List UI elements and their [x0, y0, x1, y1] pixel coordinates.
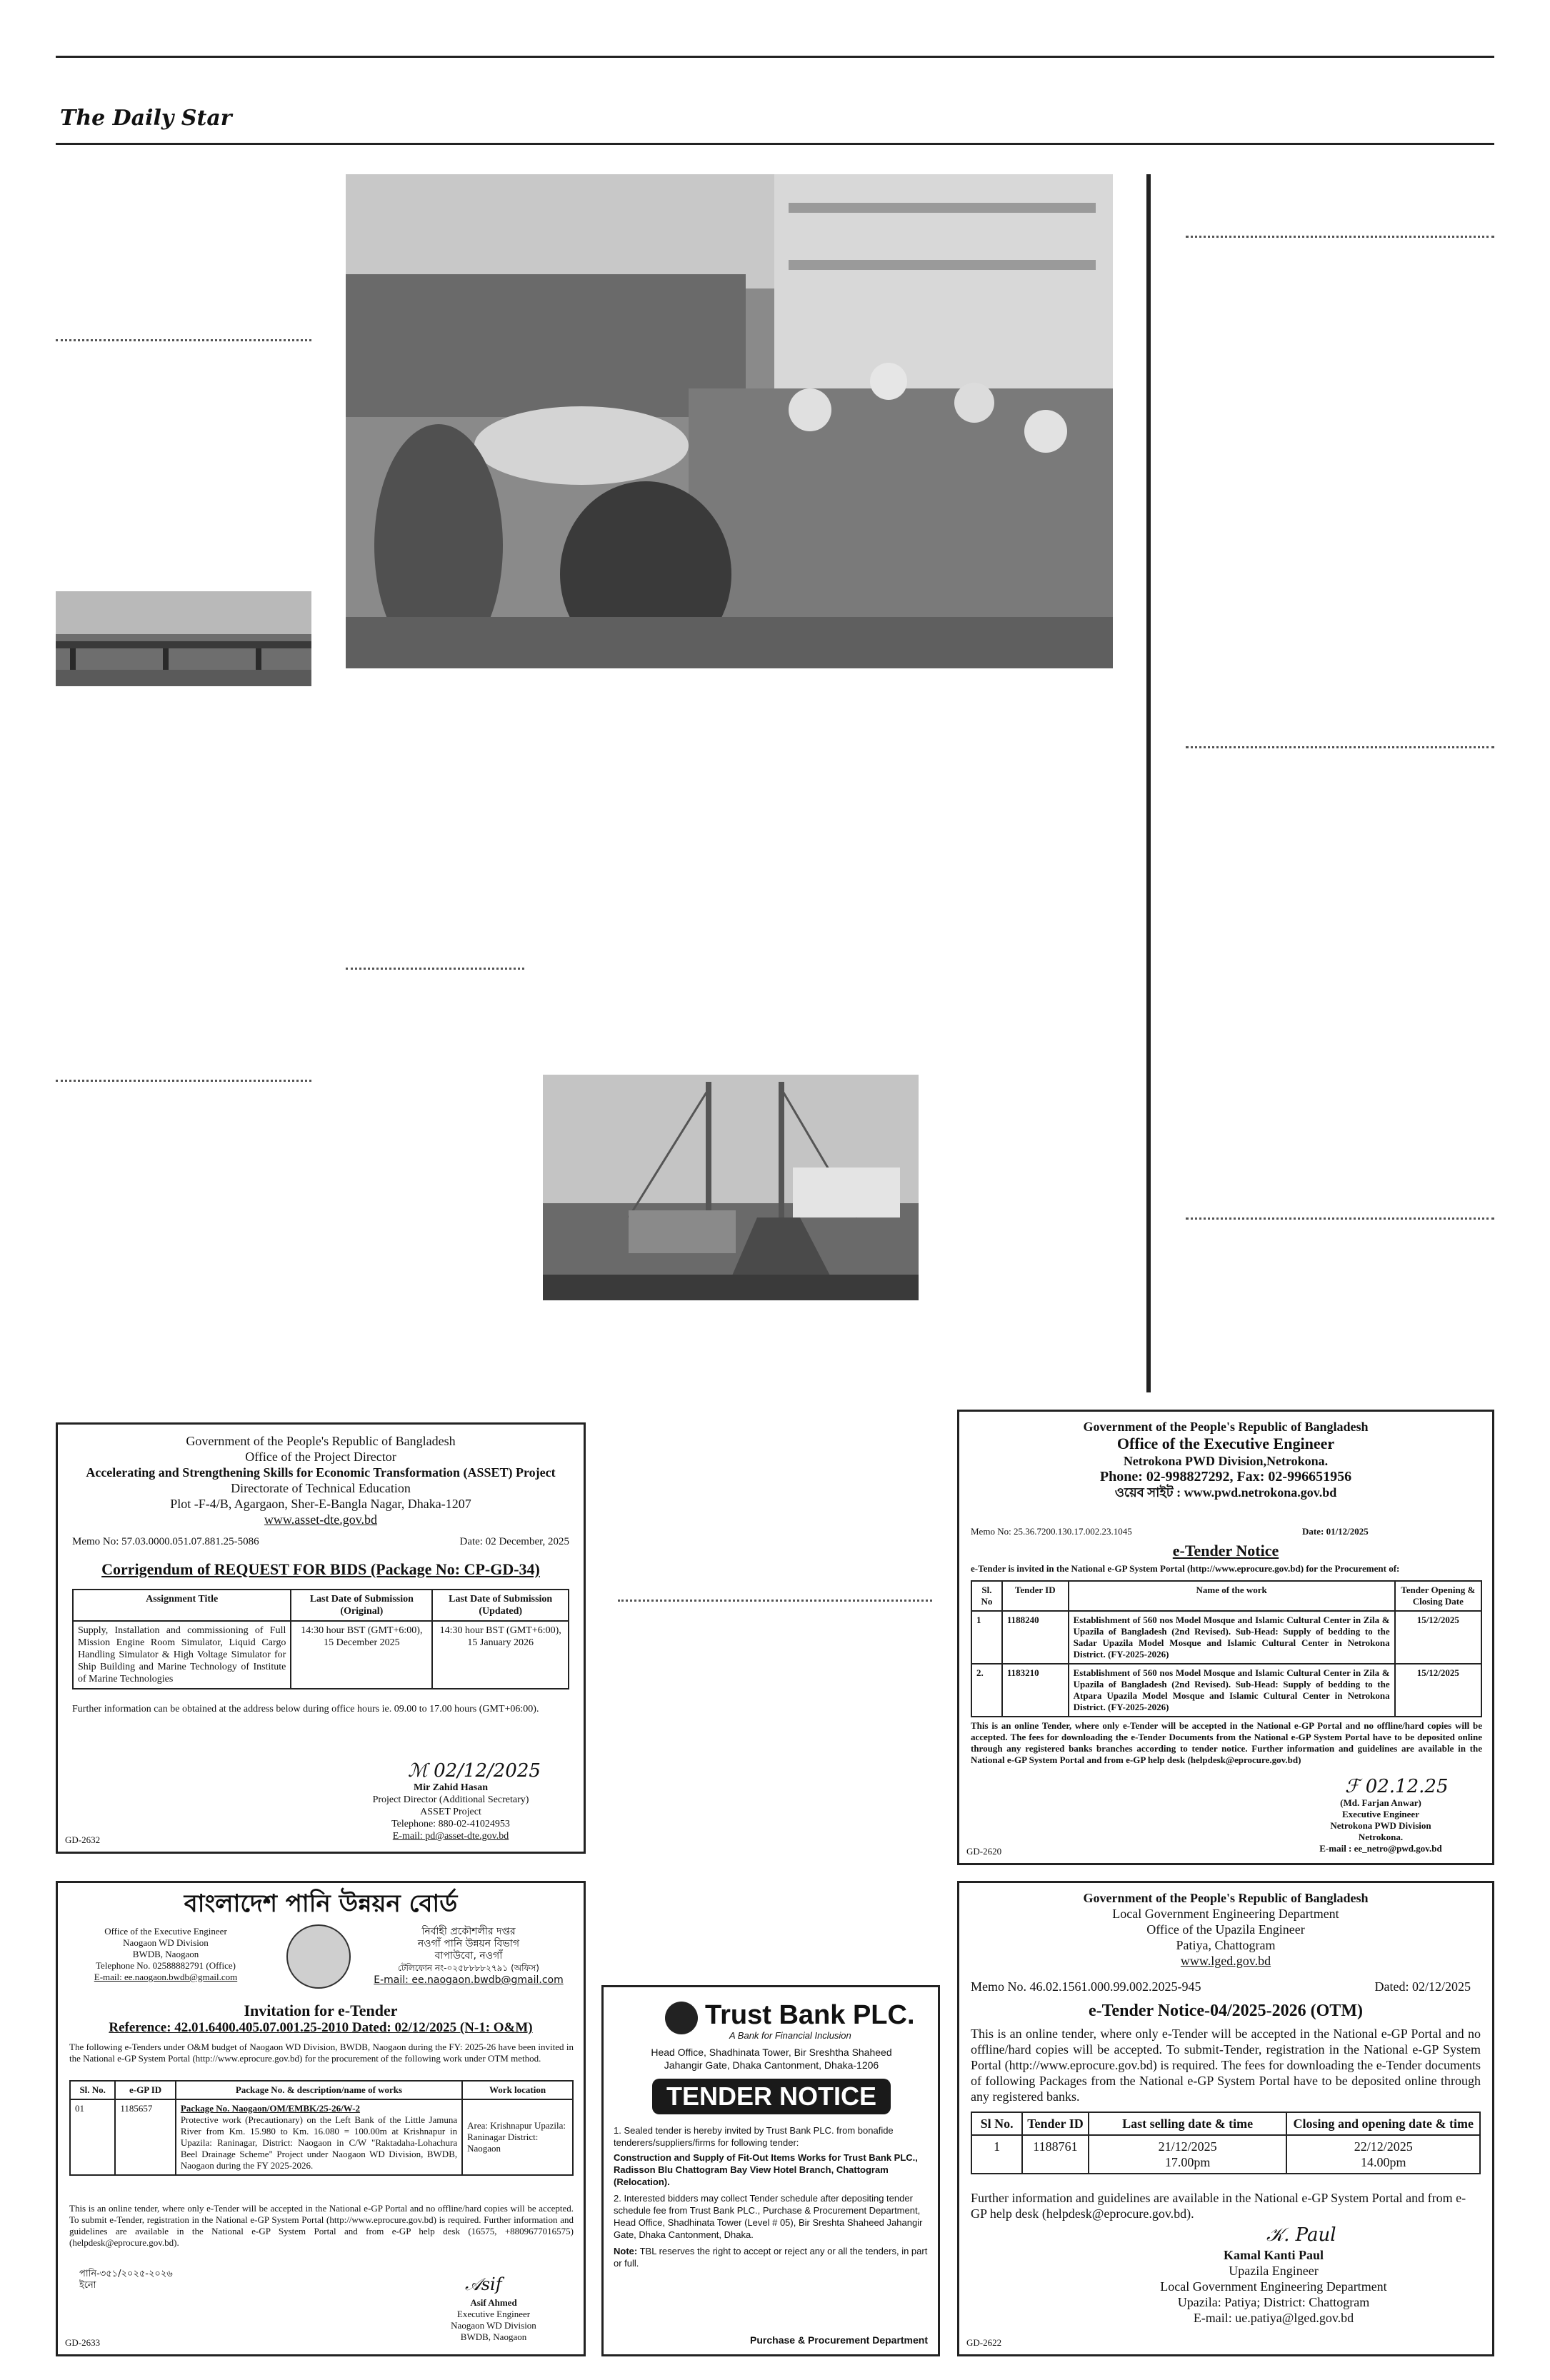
separator-right-2 — [1186, 746, 1494, 748]
lged-sign-line-2: Local Government Engineering Department — [1160, 2279, 1387, 2294]
asset-header-1: Government of the People's Republic of Bangladesh — [186, 1434, 456, 1448]
asset-code: GD-2632 — [65, 1834, 101, 1845]
trust-bank-ad — [601, 1985, 940, 2356]
lged-email[interactable]: E-mail: ue.patiya@lged.gov.bd — [1193, 2311, 1354, 2325]
asset-sign-line-1: Project Director (Additional Secretary) — [372, 1794, 529, 1805]
lged-r-close-date: 22/12/2025 — [1354, 2139, 1413, 2154]
lged-title: e-Tender Notice-04/2025-2026 (OTM) — [1089, 2002, 1363, 2020]
pwd-email[interactable]: E-mail : ee_netro@pwd.gov.bd — [1319, 1843, 1442, 1854]
bwdb-naogaon-ad — [56, 1881, 586, 2356]
asset-signature: ℳ 02/12/2025 — [408, 1760, 541, 1782]
asset-cell-title: Supply, Installation and commissioning of Full Mission Engine Room Simulator, Liquid Cargo Handling Simulator & High Voltage Simulator for Ship Building and Marine Technology of Institute of Marine Technologies — [73, 1621, 291, 1689]
bridge-photo — [56, 591, 311, 686]
lged-col-3: Last selling date & time — [1089, 2112, 1287, 2135]
lged-website[interactable]: www.lged.gov.bd — [1180, 1954, 1271, 1968]
lged-col-4: Closing and opening date & time — [1286, 2112, 1480, 2135]
bwdb-emblem-icon — [286, 1924, 351, 1989]
pwd-intro: e-Tender is invited in the National e-GP System Portal (http://www.eprocure.gov.bd) for the Procurement of: — [971, 1563, 1400, 1574]
asset-address: Plot -F-4/B, Agargaon, Sher-E-Bangla Nagar, Dhaka-1207 — [170, 1497, 471, 1511]
ghat-workers-photo — [346, 174, 1113, 668]
pwd-r1-id: 1188240 — [1002, 1611, 1069, 1664]
bwdb-right-4: টেলিফোন নং-০২৫৮৮৮৮২৭৯১ (অফিস) — [398, 1963, 539, 1973]
bwdb-sign-name: Asif Ahmed — [470, 2297, 517, 2308]
pwd-r1-date: 15/12/2025 — [1395, 1611, 1481, 1664]
trust-logo: Trust Bank PLC. — [705, 2000, 915, 2030]
bwdb-left-bottom-2: ইনো — [79, 2280, 96, 2291]
bwdb-table — [69, 2080, 574, 2176]
pwd-r2-date: 15/12/2025 — [1395, 1664, 1481, 1717]
trust-title: TENDER NOTICE — [652, 2079, 891, 2114]
bwdb-left-email[interactable]: E-mail: ee.naogaon.bwdb@gmail.com — [94, 1972, 238, 1982]
asset-website[interactable]: www.asset-dte.gov.bd — [264, 1512, 378, 1527]
trust-note: TBL reserves the right to accept or reject any or all the tenders, in part or full. — [614, 2246, 928, 2269]
pontoon-photo — [543, 1075, 919, 1300]
asset-directorate: Directorate of Technical Education — [231, 1481, 411, 1495]
bwdb-title-bn: বাংলাদেশ পানি উন্নয়ন বোর্ড — [184, 1889, 458, 1918]
bwdb-r-desc: Protective work (Precautionary) on the Left Bank of the Little Jamuna River from Km. 15.980 to Km. 16.080 = 100.00m at Krishnapur in Upazila: Raninagar, District: Naogaon in C/W "Raktadaha-Lohachura Beel Drainage Scheme" Project under Naogaon WD Division, BWDB, Naogaon during the FY 2025-2026. — [180, 2114, 458, 2171]
pwd-col-1: Sl. No — [971, 1581, 1002, 1611]
asset-cell-updated: 14:30 hour BST (GMT+6:00), 15 January 2026 — [432, 1621, 569, 1689]
separator-center-ad — [618, 1600, 932, 1602]
lged-sign-line-3: Upazila: Patiya; District: Chattogram — [1177, 2295, 1370, 2309]
bwdb-right-3: বাপাউবো, নওগাঁ — [434, 1950, 503, 1962]
lged-col-1: Sl No. — [971, 2112, 1022, 2135]
asset-col-1: Assignment Title — [73, 1590, 291, 1621]
asset-memo: Memo No: 57.03.0000.051.07.881.25-5086 — [72, 1536, 259, 1547]
bwdb-note: This is an online tender, where only e-Tender will be accepted in the National e-GP Portal and no offline/hard copies will be accepted. To submit e-Tender, registration in the National e-GP System Portal (http://www.eprocure.gov.bd) is required. Further information and guidelines are available in the National e-GP System Portal and from e-GP help desk (16575, +8809677016575) (helpdesk@eprocure.gov.bd). — [69, 2203, 574, 2248]
pwd-code: GD-2620 — [966, 1846, 1002, 1857]
bwdb-left-bottom-1: পানি-৩৫১/২০২৫-২০২৬ — [79, 2269, 173, 2279]
trust-note-label: Note: — [614, 2246, 638, 2256]
asset-cell-original: 14:30 hour BST (GMT+6:00), 15 December 2025 — [291, 1621, 432, 1689]
pwd-sign-name: (Md. Farjan Anwar) — [1340, 1797, 1421, 1808]
column-rule — [1146, 174, 1151, 1392]
pwd-signature: ℱ 02.12.25 — [1345, 1776, 1449, 1797]
pwd-header-1: Government of the People's Republic of Bangladesh — [1083, 1420, 1369, 1434]
pwd-header-2: Office of the Executive Engineer — [1116, 1435, 1335, 1452]
bwdb-col-3: Package No. & description/name of works — [176, 2081, 462, 2099]
bwdb-r-desc-cell — [176, 2099, 462, 2175]
pwd-title: e-Tender Notice — [1172, 1542, 1279, 1560]
trust-logo-icon — [665, 2002, 698, 2034]
pwd-sign-line-3: Netrokona. — [1358, 1832, 1404, 1842]
bwdb-sign-line-3: BWDB, Naogaon — [460, 2331, 527, 2342]
pwd-header-3: Netrokona PWD Division,Netrokona. — [1123, 1454, 1329, 1468]
lged-table — [971, 2112, 1481, 2174]
lged-header-3: Office of the Upazila Engineer — [1146, 1922, 1305, 1937]
trust-tagline: A Bank for Financial Inclusion — [729, 2030, 851, 2041]
pwd-date: Date: 01/12/2025 — [1302, 1526, 1369, 1537]
lged-intro: This is an online tender, where only e-Tender will be accepted in the National e-GP Portal and no offline/hard copies will be accepted. To submit-Tender, registration in the National e-GP System Portal (http://www.eprocure.gov.bd) is required. The fees for downloading the e-Tender documents of following Packages from the National e-GP System Portal have to be deposited online through any registered banks. — [971, 2027, 1481, 2104]
pwd-sign-line-1: Executive Engineer — [1342, 1809, 1419, 1819]
pwd-r1-work: Establishment of 560 nos Model Mosque and Islamic Cultural Center in Zila & Upazila of Bangladesh (2nd Revised). Sub-Head: Supply of bedding to the Sadar Upazila Model Mosque and Islamic Cultural Center in Netrokona District. (FY-2025-2026) — [1069, 1611, 1395, 1664]
asset-sign-name: Mir Zahid Hasan — [414, 1782, 488, 1793]
pwd-website[interactable]: ওয়েব সাইট : www.pwd.netrokona.gov.bd — [1114, 1485, 1337, 1500]
lged-r-id: 1188761 — [1022, 2135, 1089, 2174]
bwdb-col-1: Sl. No. — [70, 2081, 115, 2099]
bwdb-code: GD-2633 — [65, 2337, 101, 2348]
bwdb-sign-line-1: Executive Engineer — [456, 2309, 531, 2319]
lged-sign-name: Kamal Kanti Paul — [1223, 2248, 1324, 2262]
pwd-col-4: Tender Opening & Closing Date — [1395, 1581, 1481, 1611]
table-row — [70, 2099, 573, 2175]
bwdb-r-sl: 01 — [70, 2099, 115, 2175]
lged-memo: Memo No. 46.02.1561.000.99.002.2025-945 — [971, 1979, 1201, 1994]
lged-r-close — [1286, 2135, 1480, 2174]
pwd-netrokona-ad — [957, 1410, 1494, 1865]
table-row — [971, 2135, 1480, 2174]
trust-p2: 2. Interested bidders may collect Tender schedule after depositing tender schedule fee from Trust Bank PLC., Purchase & Procurement Department, Head Office, Shadhinata Tower (Level # 05), Bir Sreshta Shaheed Jahangir Gate, Dhaka Cantonment, Dhaka. — [614, 2193, 923, 2240]
pwd-r2-id: 1183210 — [1002, 1664, 1069, 1717]
bwdb-title: Invitation for e-Tender — [244, 2002, 398, 2019]
trust-p1: 1. Sealed tender is hereby invited by Trust Bank PLC. from bonafide tenderers/suppliers/firms for following tender: — [614, 2125, 894, 2148]
lged-code: GD-2622 — [966, 2337, 1002, 2348]
bwdb-r-id: 1185657 — [115, 2099, 175, 2175]
asset-table — [72, 1589, 569, 1689]
lged-note: Further information and guidelines are available in the National e-GP System Portal and from e-GP help desk (helpdesk@eprocure.gov.bd). — [971, 2191, 1466, 2221]
masthead-rule — [56, 143, 1494, 145]
bwdb-left-4: Telephone No. 02588882791 (Office) — [96, 1960, 236, 1971]
bwdb-reference: Reference: 42.01.6400.405.07.001.25-2010 Dated: 02/12/2025 (N-1: O&M) — [109, 2020, 533, 2035]
bwdb-signature: 𝒜sif — [465, 2274, 502, 2294]
asset-header-2: Office of the Project Director — [245, 1450, 396, 1464]
table-row — [971, 1611, 1481, 1664]
pwd-r2-work: Establishment of 560 nos Model Mosque and Islamic Cultural Center in Zila & Upazila of Bangladesh (2nd Revised). Sub-Head: Supply of bedding to the Atpara Upazila Model Mosque and Islamic Cultural Center in Netrokona District. (FY-2025-2026) — [1069, 1664, 1395, 1717]
lged-date: Dated: 02/12/2025 — [1374, 1979, 1471, 1994]
asset-email[interactable]: E-mail: pd@asset-dte.gov.bd — [392, 1831, 509, 1842]
separator-right-3 — [1186, 1217, 1494, 1220]
pwd-memo: Memo No: 25.36.7200.130.17.002.23.1045 — [971, 1526, 1132, 1537]
asset-corrigendum-ad — [56, 1422, 586, 1854]
separator-left-2 — [56, 1080, 311, 1082]
pwd-col-3: Name of the work — [1069, 1581, 1395, 1611]
lged-r-close-time: 14.00pm — [1360, 2155, 1406, 2169]
asset-sign-line-2: ASSET Project — [420, 1807, 481, 1817]
bwdb-intro: The following e-Tenders under O&M budget of Naogaon WD Division, BWDB, Naogaon during the FY: 2025-26 have been invited in the National e-GP System Portal (http://www.eprocure.gov.bd) for the procurement of the following work under OTM method. — [69, 2042, 574, 2064]
lged-r-sl: 1 — [971, 2135, 1022, 2174]
bwdb-left-2: Naogaon WD Division — [123, 1937, 209, 1948]
bwdb-col-2: e-GP ID — [115, 2081, 175, 2099]
pwd-table — [971, 1580, 1482, 1717]
pwd-r2-sl: 2. — [971, 1664, 1002, 1717]
lged-signature: 𝒦. Paul — [1266, 2224, 1336, 2246]
asset-title: Corrigendum of REQUEST FOR BIDS (Package No: CP-GD-34) — [101, 1560, 540, 1578]
pwd-r1-sl: 1 — [971, 1611, 1002, 1664]
trust-address: Head Office, Shadhinata Tower, Bir Sreshtha Shaheed Jahangir Gate, Dhaka Cantonment, Dhaka-1206 — [651, 2047, 892, 2071]
bwdb-left-1: Office of the Executive Engineer — [104, 1926, 227, 1937]
bwdb-r-package: Package No. Naogaon/OM/EMBK/25-26/W-2 — [180, 2103, 361, 2114]
pwd-header-4: Phone: 02-998827292, Fax: 02-996651956 — [1099, 1469, 1352, 1485]
lged-header-4: Patiya, Chattogram — [1176, 1938, 1276, 1952]
separator-mid-1 — [346, 968, 524, 970]
table-row — [971, 1664, 1481, 1717]
asset-sign-line-3: Telephone: 880-02-41024953 — [391, 1819, 510, 1829]
top-rule — [56, 56, 1494, 58]
asset-note: Further information can be obtained at the address below during office hours ie. 09.00 to 17.00 hours (GMT+06:00). — [72, 1704, 539, 1714]
pwd-col-2: Tender ID — [1002, 1581, 1069, 1611]
bwdb-right-2: নওগাঁ পানি উন্নয়ন বিভাগ — [417, 1938, 520, 1949]
separator-left-1 — [56, 339, 311, 341]
lged-col-2: Tender ID — [1022, 2112, 1089, 2135]
lged-r-sell — [1089, 2135, 1287, 2174]
asset-project: Accelerating and Strengthening Skills for Economic Transformation (ASSET) Project — [86, 1465, 556, 1480]
bwdb-r-location: Area: Krishnapur Upazila: Raninagar District: Naogaon — [462, 2099, 573, 2175]
asset-col-3: Last Date of Submission (Updated) — [432, 1590, 569, 1621]
lged-header-1: Government of the People's Republic of Bangladesh — [1083, 1891, 1369, 1905]
separator-right-1 — [1186, 236, 1494, 238]
asset-date: Date: 02 December, 2025 — [459, 1536, 569, 1547]
pwd-sign-line-2: Netrokona PWD Division — [1330, 1820, 1431, 1831]
asset-col-2: Last Date of Submission (Original) — [291, 1590, 432, 1621]
trust-dept: Purchase & Procurement Department — [750, 2334, 928, 2346]
bwdb-col-4: Work location — [462, 2081, 573, 2099]
lged-r-sell-time: 17.00pm — [1164, 2155, 1211, 2169]
lged-r-sell-date: 21/12/2025 — [1158, 2139, 1217, 2154]
lged-sign-line-1: Upazila Engineer — [1229, 2264, 1319, 2278]
pwd-note: This is an online Tender, where only e-Tender will be accepted in the National e-GP Portal and no offline/hard copies will be accepted. The fees for downloading the e-Tender Documents from the National e-GP System Portal have to be deposited online through any registered banks branches according to tender notice. Further information and guidelines are available in the National e-GP System Portal and from e-GP help desk (helpdesk@eprocure.gov.bd) — [971, 1720, 1482, 1765]
bwdb-right-email[interactable]: E-mail: ee.naogaon.bwdb@gmail.com — [374, 1974, 564, 1986]
trust-p1-bold: Construction and Supply of Fit-Out Items Works for Trust Bank PLC., Radisson Blu Chattogram Bay View Hotel Branch, Chattogram (Relocation). — [614, 2152, 918, 2187]
masthead-logo: The Daily Star — [60, 106, 232, 131]
bwdb-right-1: নির্বাহী প্রকৌশলীর দপ্তর — [421, 1926, 516, 1937]
bwdb-left-3: BWDB, Naogaon — [132, 1949, 199, 1959]
lged-header-2: Local Government Engineering Department — [1112, 1907, 1339, 1921]
bwdb-sign-line-2: Naogaon WD Division — [451, 2320, 536, 2331]
lged-patiya-ad — [957, 1881, 1494, 2356]
